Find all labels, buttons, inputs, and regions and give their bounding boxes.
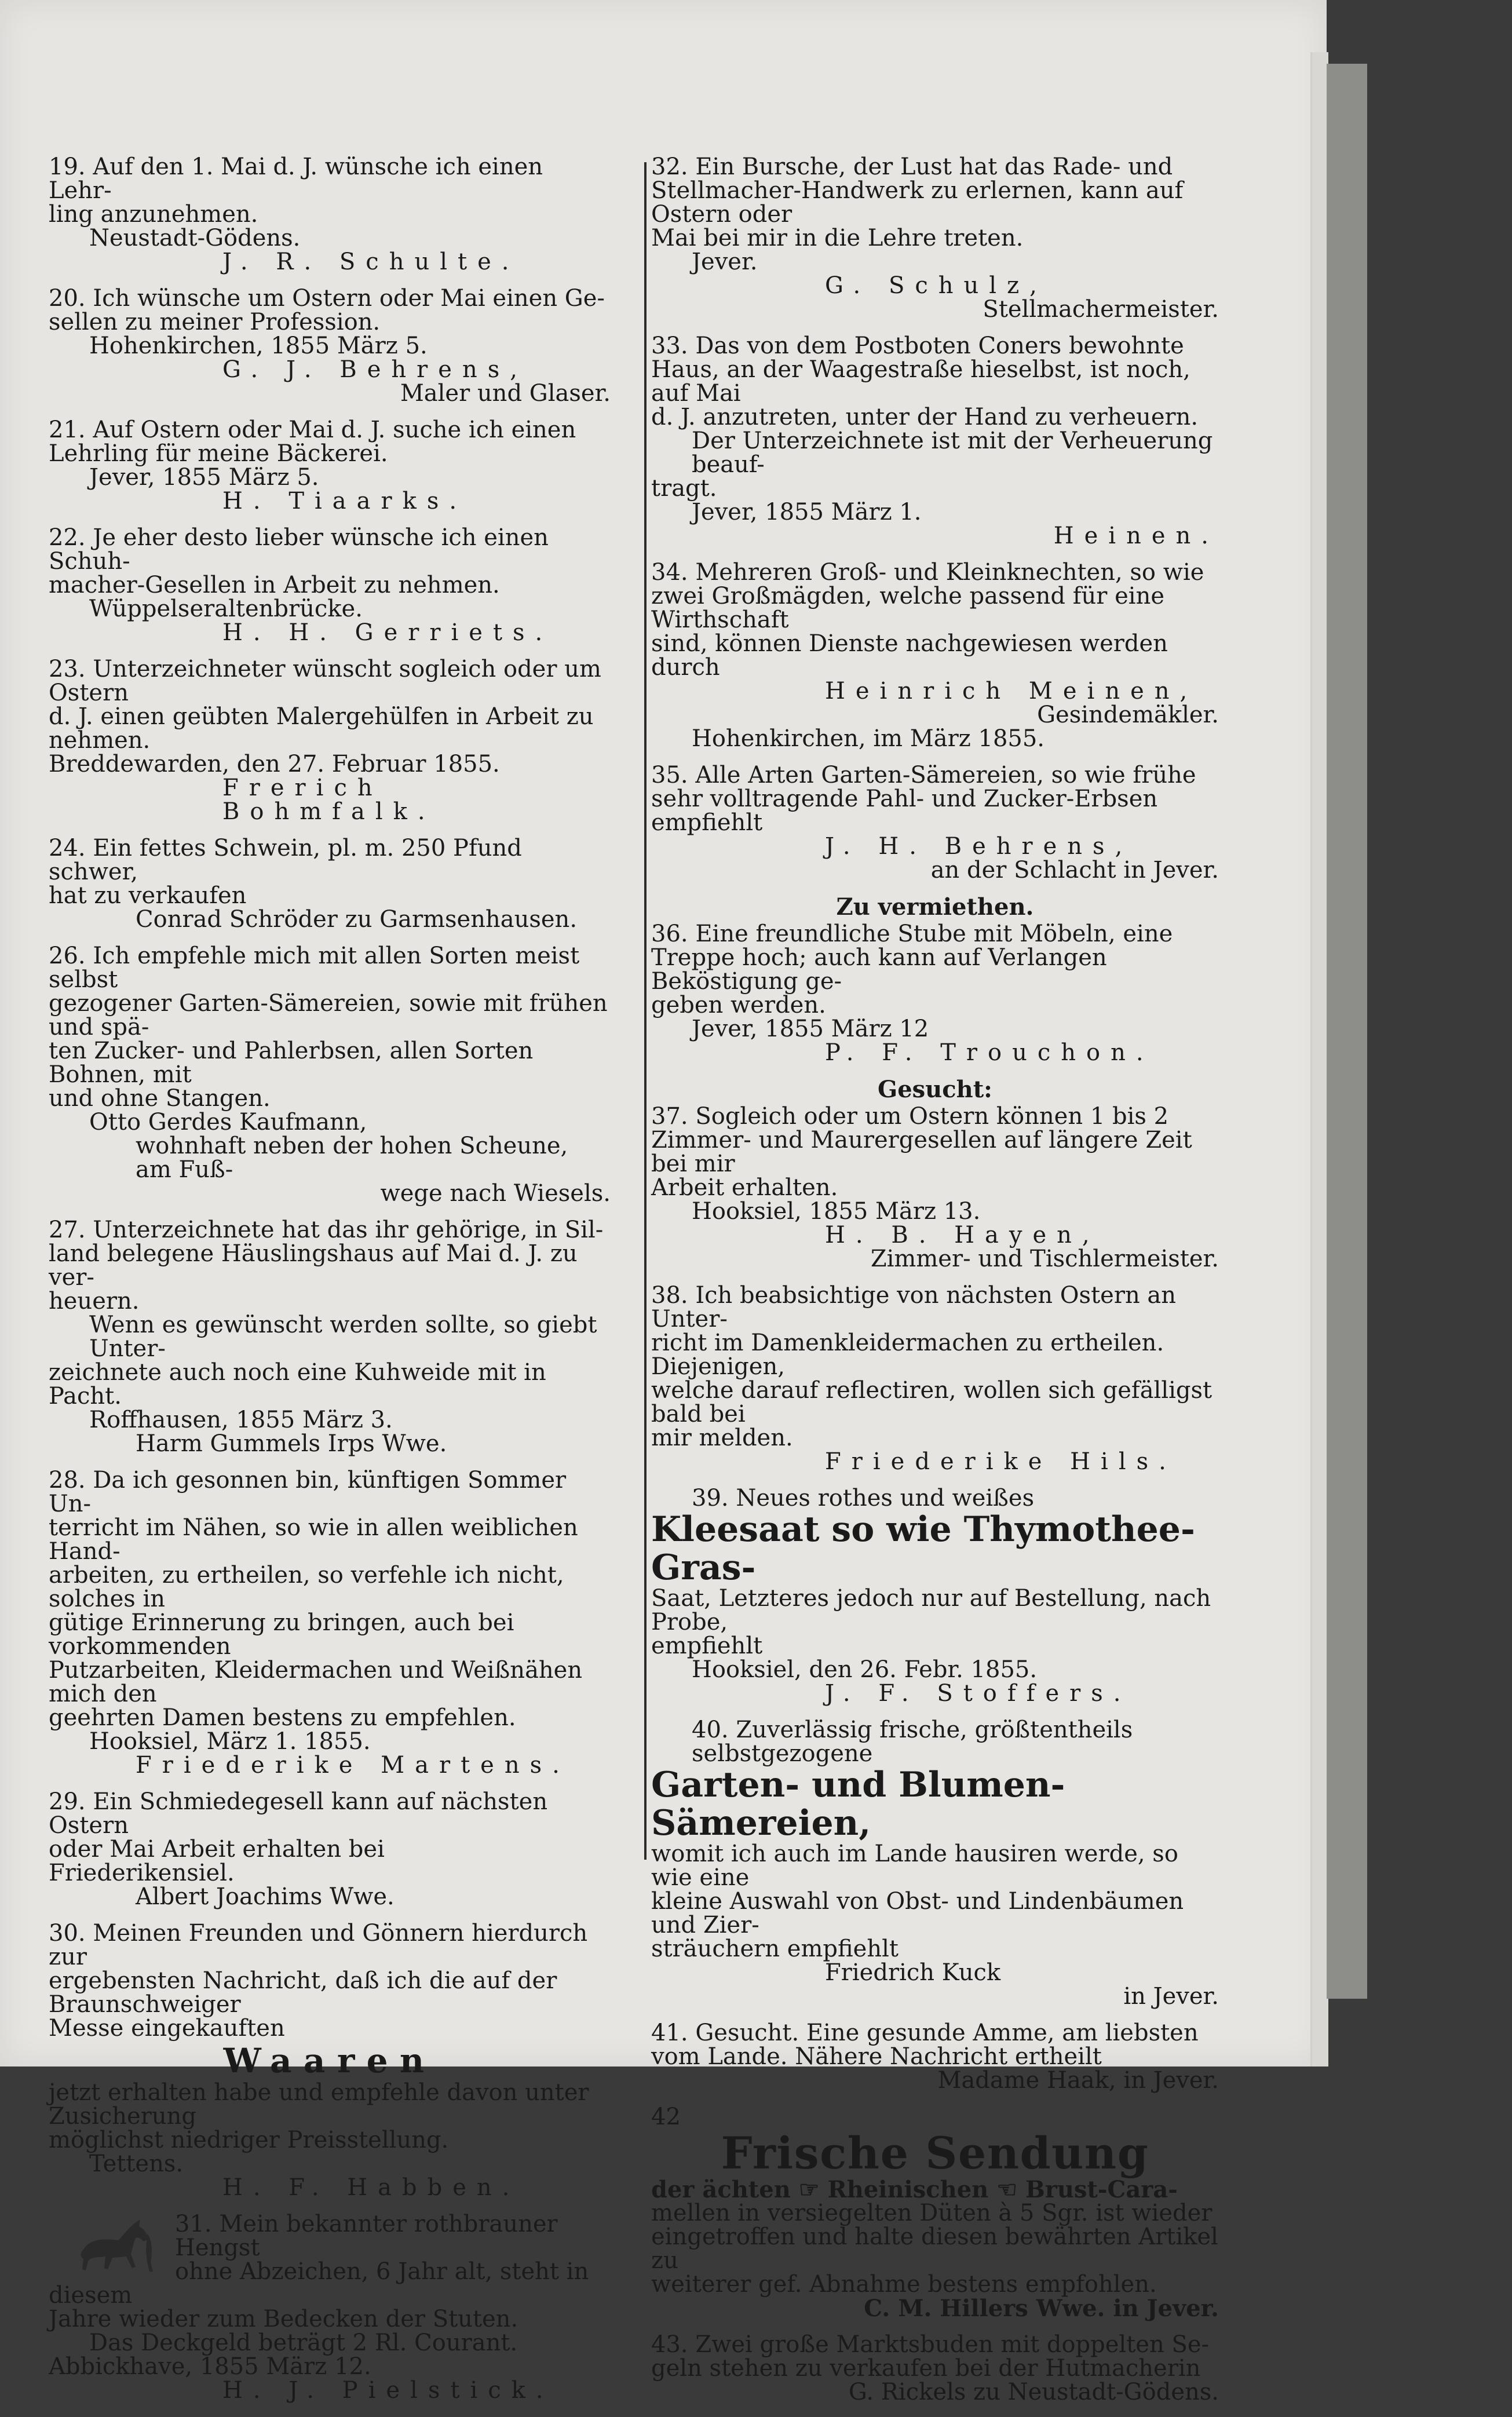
ad-line: ling anzunehmen. <box>49 201 258 228</box>
ad-line: ohne Abzeichen, 6 Jahr alt, steht in diesem <box>49 2258 589 2309</box>
ad-signature: Harm Gummels Irps Wwe. <box>136 1430 447 1457</box>
ad-line: der ächten ☞ Rheinischen ☜ Brust-Cara- <box>651 2176 1178 2203</box>
ad-32 <box>651 155 1219 322</box>
ad-line: Jahre wieder zum Bedecken der Stuten. <box>49 2306 518 2332</box>
right-column <box>651 155 1219 2417</box>
ad-line: Zimmer- und Maurergesellen auf längere Zeit bei mir <box>651 1127 1192 1177</box>
ad-line: Messe eingekauften <box>49 2015 285 2042</box>
ad-33 <box>651 334 1219 548</box>
ad-line: Treppe hoch; auch kann auf Verlangen Beköstigung ge- <box>651 944 1107 995</box>
ad-signature: Madame Haak, in Jever. <box>937 2067 1219 2094</box>
ad-line: 29. Ein Schmiedegesell kann auf nächsten Ostern <box>49 1788 548 1839</box>
ad-line: richt im Damenkleidermachen zu ertheilen. Diejenigen, <box>651 1330 1164 1380</box>
ad-line: Jever, 1855 März 5. <box>89 464 319 491</box>
ad-line: 37. Sogleich oder um Ostern können 1 bis 2 <box>651 1103 1169 1130</box>
ad-line: kleine Auswahl von Obst- und Lindenbäumen und Zier- <box>651 1888 1184 1938</box>
ad-line: Friederikensiel. <box>49 1860 235 1886</box>
ad-line: 26. Ich empfehle mich mit allen Sorten meist selbst <box>49 943 580 993</box>
ad-28 <box>49 1469 611 1777</box>
ad-23 <box>49 658 611 824</box>
ad-line: arbeiten, zu ertheilen, so verfehle ich nicht, solches in <box>49 1562 564 1612</box>
book-binding <box>1327 64 1367 1999</box>
ad-19 <box>49 155 611 274</box>
ad-line: 36. Eine freundliche Stube mit Möbeln, eine <box>651 921 1173 947</box>
ad-signature: Friederike Martens. <box>136 1752 570 1779</box>
ad-signature: Conrad Schröder zu Garmsenhausen. <box>136 906 578 933</box>
ad-signature: C. M. Hillers Wwe. in Jever. <box>864 2295 1219 2322</box>
ad-display-heading: Frische Sendung <box>721 2127 1149 2179</box>
ad-line: Hohenkirchen, im März 1855. <box>692 725 1045 752</box>
ad-line: welche darauf reflectiren, wollen sich gefälligst bald bei <box>651 1377 1212 1427</box>
ad-42 <box>651 2105 1219 2320</box>
ad-line: 38. Ich beabsichtige von nächsten Ostern an Unter- <box>651 1282 1177 1332</box>
ad-line: oder Mai Arbeit erhalten bei <box>49 1836 385 1863</box>
ad-line: 35. Alle Arten Garten-Sämereien, so wie frühe <box>651 762 1196 788</box>
horse-icon <box>72 2216 165 2280</box>
ad-line: Roffhausen, 1855 März 3. <box>89 1407 393 1433</box>
ad-number: 42 <box>651 2104 681 2130</box>
ad-line: Neustadt-Gödens. <box>89 225 301 251</box>
ad-line: Breddewarden, den 27. Februar 1855. <box>49 751 500 777</box>
ad-line: 27. Unterzeichnete hat das ihr gehörige, in Sil- <box>49 1217 604 1243</box>
ad-line: 23. Unterzeichneter wünscht sogleich oder um Ostern <box>49 656 601 706</box>
ad-line: terricht im Nähen, so wie in allen weiblichen Hand- <box>49 1514 578 1565</box>
ad-line: Saat, Letzteres jedoch nur auf Bestellung, nach Probe, <box>651 1585 1211 1635</box>
ad-line: mir melden. <box>651 1425 793 1451</box>
ad-26 <box>49 944 611 1206</box>
ad-signature-title: Zimmer- und Tischlermeister. <box>870 1246 1219 1272</box>
ad-27 <box>49 1218 611 1456</box>
ad-line: Arbeit erhalten. <box>651 1174 838 1201</box>
ad-line: tragt. <box>651 475 717 502</box>
ad-line: macher-Gesellen in Arbeit zu nehmen. <box>49 572 500 598</box>
ad-signature: G. Schulz, <box>825 272 1047 299</box>
ad-line: Tettens. <box>89 2151 184 2177</box>
ad-signature: Frerich Bohmfalk. <box>222 775 436 825</box>
ad-line: 22. Je eher desto lieber wünsche ich einen Schuh- <box>49 524 549 575</box>
ad-signature: J. R. Schulte. <box>222 249 520 275</box>
ad-line: Hooksiel, März 1. 1855. <box>89 1728 371 1755</box>
ad-signature: H. B. Hayen, <box>825 1222 1100 1248</box>
ad-signature: Albert Joachims Wwe. <box>136 1883 395 1910</box>
ad-38 <box>651 1284 1219 1474</box>
ad-signature: J. F. Stoffers. <box>825 1680 1131 1707</box>
ad-signature: H. F. Habben. <box>222 2174 520 2201</box>
ad-display-heading: Kleesaat so wie Thymothee-Gras- <box>651 1509 1195 1588</box>
ad-line: Jever, 1855 März 12 <box>692 1016 929 1042</box>
ad-line: heuern. <box>49 1288 140 1315</box>
ad-signature-title: in Jever. <box>1123 1983 1219 2010</box>
ad-35 <box>651 764 1219 882</box>
section-heading-gesucht: Gesucht: <box>878 1076 992 1103</box>
ad-line: jetzt erhalten habe und empfehle davon unter Zusicherung <box>49 2079 589 2130</box>
ad-signature-title: wohnhaft neben der hohen Scheune, am Fuß- <box>136 1133 568 1183</box>
ad-signature-title: Gesindemäkler. <box>1037 702 1219 728</box>
ad-line: Stellmacher-Handwerk zu erlernen, kann auf Ostern oder <box>651 177 1184 228</box>
ad-20 <box>49 287 611 406</box>
ad-display-heading: Waaren <box>223 2041 436 2080</box>
ad-signature: G. Rickels zu Neustadt-Gödens. <box>848 2379 1219 2405</box>
ad-line: hat zu verkaufen <box>49 882 247 909</box>
ad-line: 19. Auf den 1. Mai d. J. wünsche ich einen Lehr- <box>49 154 543 204</box>
ad-signature: H. H. Gerriets. <box>222 619 553 646</box>
ad-line: geben werden. <box>651 992 826 1018</box>
ad-37 <box>651 1105 1219 1271</box>
ad-line: Der Unterzeichnete ist mit der Verheuerung beauf- <box>692 428 1213 478</box>
ad-signature-title: Maler und Glaser. <box>400 380 611 407</box>
ad-line: 31. Mein bekannter rothbrauner Hengst <box>175 2211 558 2261</box>
ad-line: gezogener Garten-Sämereien, sowie mit frühen und spä- <box>49 990 608 1040</box>
ad-line: Hooksiel, den 26. Febr. 1855. <box>692 1656 1038 1683</box>
ad-41 <box>651 2021 1219 2093</box>
ad-39 <box>651 1487 1219 1706</box>
ad-line: eingetroffen und halte diesen bewährten Artikel zu <box>651 2224 1218 2274</box>
ad-40 <box>651 1718 1219 2009</box>
ad-31 <box>49 2212 611 2403</box>
ad-line: Mai bei mir in die Lehre treten. <box>651 225 1024 251</box>
ad-signature: G. J. Behrens, <box>222 356 528 383</box>
ad-signature-title: an der Schlacht in Jever. <box>930 857 1219 883</box>
ad-line: 41. Gesucht. Eine gesunde Amme, am liebsten <box>651 2020 1199 2046</box>
ad-line: 40. Zuverlässig frische, größtentheils selbstgezogene <box>692 1717 1133 1767</box>
ad-line: 20. Ich wünsche um Ostern oder Mai einen Ge- <box>49 285 605 312</box>
section-heading-vermiethen: Zu vermiethen. <box>836 893 1034 921</box>
ad-signature: H. J. Pielstick. <box>222 2377 554 2404</box>
ad-signature: H. Tiaarks. <box>222 488 468 514</box>
ad-36 <box>651 922 1219 1065</box>
ad-signature: Friedrich Kuck <box>825 1959 1001 1986</box>
ad-line: Abbickhave, 1855 März 12. <box>49 2353 371 2380</box>
ad-signature: Friederike Hils. <box>825 1448 1177 1475</box>
ad-signature: J. H. Behrens, <box>825 833 1133 860</box>
ad-line: 33. Das von dem Postboten Coners bewohnte <box>651 333 1184 359</box>
ad-line: Putzarbeiten, Kleidermachen und Weißnähen mich den <box>49 1657 583 1707</box>
ad-line: 21. Auf Ostern oder Mai d. J. suche ich einen <box>49 417 576 443</box>
ad-line: ten Zucker- und Pahlerbsen, allen Sorten Bohnen, mit <box>49 1038 534 1088</box>
ad-34 <box>651 561 1219 751</box>
ad-signature: Heinen. <box>1053 523 1219 549</box>
ad-line: Jever. <box>692 249 758 275</box>
ad-line: 28. Da ich gesonnen bin, künftigen Sommer Un- <box>49 1467 567 1517</box>
ad-signature: P. F. Trouchon. <box>825 1039 1154 1066</box>
ad-21 <box>49 418 611 513</box>
ad-line: sehr volltragende Pahl- und Zucker-Erbsen empfiehlt <box>651 786 1158 836</box>
ad-line: gütige Erinnerung zu bringen, auch bei vorkommenden <box>49 1609 514 1660</box>
ad-signature-title: Stellmachermeister. <box>983 296 1219 323</box>
ad-line: 24. Ein fettes Schwein, pl. m. 250 Pfund schwer, <box>49 835 522 885</box>
ad-line: sellen zu meiner Profession. <box>49 309 381 335</box>
ad-43 <box>651 2333 1219 2404</box>
ad-line: mellen in versiegelten Düten à 5 Sgr. ist wieder <box>651 2200 1212 2226</box>
ad-line: Wenn es gewünscht werden sollte, so giebt Unter- <box>89 1312 597 1362</box>
ad-line: geehrten Damen bestens zu empfehlen. <box>49 1704 516 1731</box>
ad-22 <box>49 526 611 645</box>
page-edge <box>1310 52 1328 2067</box>
ad-line: sträuchern empfiehlt <box>651 1936 899 1962</box>
ad-29 <box>49 1790 611 1909</box>
ad-24 <box>49 837 611 932</box>
ad-30 <box>49 1922 611 2200</box>
ad-display-heading: Garten- und Blumen-Sämereien, <box>651 1765 1065 1843</box>
ad-line: Hooksiel, 1855 März 13. <box>692 1198 981 1225</box>
ad-line: 39. Neues rothes und weißes <box>692 1485 1035 1511</box>
ad-line: Lehrling für meine Bäckerei. <box>49 440 388 467</box>
ad-line: und ohne Stangen. <box>49 1085 271 1112</box>
ad-line: ergebensten Nachricht, daß ich die auf der Braunschweiger <box>49 1967 557 2018</box>
ad-line: zeichnete auch noch eine Kuhweide mit in Pacht. <box>49 1359 546 1410</box>
ad-line: 30. Meinen Freunden und Gönnern hierdurch zur <box>49 1920 588 1970</box>
ad-line: 43. Zwei große Marktsbuden mit doppelten Se- <box>651 2331 1210 2358</box>
ad-line: zwei Großmägden, welche passend für eine Wirthschaft <box>651 583 1165 633</box>
ad-line: empfiehlt <box>651 1633 763 1659</box>
ad-line: Das Deckgeld beträgt 2 Rl. Courant. <box>89 2330 518 2356</box>
ad-line: 32. Ein Bursche, der Lust hat das Rade- und <box>651 154 1173 180</box>
ad-line: d. J. anzutreten, unter der Hand zu verheuern. <box>651 404 1199 430</box>
ad-line: möglichst niedriger Preisstellung. <box>49 2127 449 2153</box>
ad-line: Wüppelseraltenbrücke. <box>89 596 363 622</box>
ad-signature: Otto Gerdes Kaufmann, <box>89 1109 367 1136</box>
ad-line: geln stehen zu verkaufen bei der Hutmacherin <box>651 2355 1201 2382</box>
ad-line: d. J. einen geübten Malergehülfen in Arbeit zu nehmen. <box>49 703 594 754</box>
column-rule <box>644 162 647 1860</box>
ad-line: weiterer gef. Abnahme bestens empfohlen. <box>651 2271 1157 2298</box>
ad-line: Jever, 1855 März 1. <box>692 499 922 525</box>
ad-line: Haus, an der Waagestraße hieselbst, ist noch, auf Mai <box>651 356 1190 407</box>
ad-line: womit ich auch im Lande hausiren werde, so wie eine <box>651 1841 1178 1891</box>
ad-line: 34. Mehreren Groß- und Kleinknechten, so wie <box>651 559 1204 586</box>
ad-signature-title: wege nach Wiesels. <box>380 1180 611 1207</box>
left-column <box>49 155 611 2415</box>
ad-line: sind, können Dienste nachgewiesen werden durch <box>651 630 1168 681</box>
ad-line: vom Lande. Nähere Nachricht ertheilt <box>651 2043 1102 2070</box>
ad-line: land belegene Häuslingshaus auf Mai d. J. zu ver- <box>49 1240 578 1291</box>
ad-line: Hohenkirchen, 1855 März 5. <box>89 333 428 359</box>
ad-signature: Heinrich Meinen, <box>825 678 1198 704</box>
